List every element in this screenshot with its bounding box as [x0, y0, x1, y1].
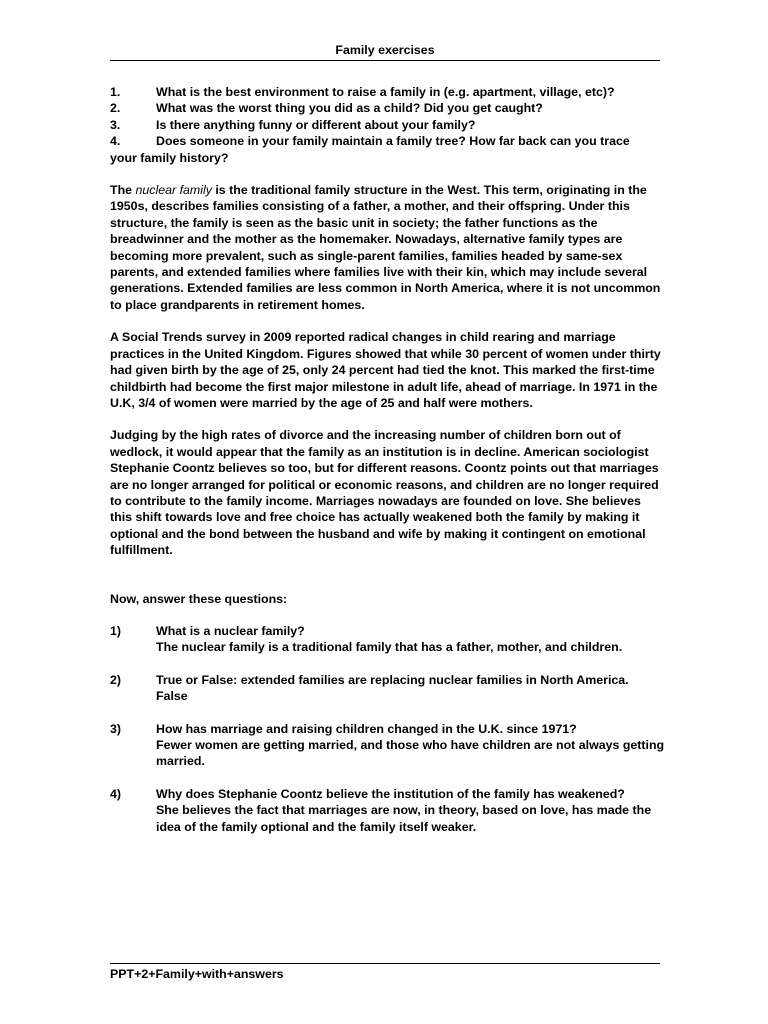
exercise-number: 4) [110, 786, 122, 801]
question-text: Is there anything funny or different about your family? [156, 117, 476, 132]
exercise-answer: She believes the fact that marriages are now, in theory, based on love, has made the idea of the family optional and the family itself weaker. [156, 803, 652, 834]
question-number: 4. [110, 134, 121, 149]
paragraph-text: is the traditional family structure in the West. This term, originating in the 1950s, describes families consisting of a father, a mother, and their offspring. Under this structure, the family is seen as the basic unit in society; the father functions as the breadwinner and the mother as the homemaker. Nowadays, alternative family types are becoming more prevalent, such as single-parent families, families headed by same-sex parents, and extended families where families live with their kin, which may include several generations. Extended families are less common in North America, where it is not uncommon to place grandparents in retirement homes. [110, 183, 661, 312]
exercise-answer: Fewer women are getting married, and those who have children are not always getting married. [156, 738, 665, 769]
warmup-question [110, 84, 665, 100]
paragraph-text: The [110, 183, 136, 198]
document-body [110, 84, 665, 835]
question-number: 1. [110, 85, 121, 99]
question-text: Does someone in your family maintain a family tree? How far back can you trace [156, 134, 630, 149]
question-text: What was the worst thing you did as a child? Did you get caught? [156, 101, 543, 116]
question-text: What is the best environment to raise a family in (e.g. apartment, village, etc)? [156, 85, 615, 99]
header-divider [110, 60, 660, 61]
exercise-item [110, 623, 665, 656]
exercise-item [110, 786, 665, 835]
question-number: 3. [110, 117, 121, 132]
exercise-item [110, 721, 665, 770]
exercise-item [110, 672, 665, 705]
exercise-answer: The nuclear family is a traditional family that has a father, mother, and children. [156, 640, 623, 655]
warmup-questions [110, 84, 665, 166]
page-title: Family exercises [335, 43, 435, 57]
exercise-question: Why does Stephanie Coontz believe the institution of the family has weakened? [156, 786, 625, 801]
warmup-question [110, 117, 665, 133]
footer-divider [110, 963, 660, 964]
emphasis-term: nuclear family [135, 183, 212, 198]
exercise-question: What is a nuclear family? [156, 623, 305, 638]
warmup-question [110, 133, 665, 149]
warmup-question [110, 100, 665, 116]
paragraph-coontz: Judging by the high rates of divorce and the increasing number of children born out of wedlock, it would appear that the family as an institution is in decline. American sociologist Stephanie Coontz believes so too, but for different reasons. Coontz points out that marriages are no longer arranged for political or economic reasons, and children are no longer required to contribute to the family income. Marriages nowadays are founded on love. She believes this shift towards love and free choice has actually weakened both the family by making it optional and the bond between the husband and wife by making it contingent on emotional fulfillment. [110, 428, 659, 558]
question-number: 2. [110, 101, 121, 116]
exercise-number: 1) [110, 623, 122, 638]
paragraph-nuclear-family [110, 182, 665, 313]
exercise-question: True or False: extended families are replacing nuclear families in North America. [156, 672, 629, 687]
exercise-question: How has marriage and raising children changed in the U.K. since 1971? [156, 721, 577, 736]
exercise-number: 2) [110, 672, 122, 687]
paragraph-social-trends: A Social Trends survey in 2009 reported radical changes in child rearing and marriage practices in the United Kingdom. Figures showed that while 30 percent of women under thirty had given birth by the age of 25, only 24 percent had tied the knot. This marked the first-time childbirth had become the first major milestone in adult life, ahead of marriage. In 1971 in the U.K, 3/4 of women were married by the age of 25 and half were mothers. [110, 330, 661, 410]
exercise-title: Now, answer these questions: [110, 591, 288, 606]
question-continuation: your family history? [110, 150, 229, 165]
footer-label: PPT+2+Family+with+answers [110, 967, 284, 981]
exercise-number: 3) [110, 721, 122, 736]
exercise-answer: False [156, 689, 188, 704]
